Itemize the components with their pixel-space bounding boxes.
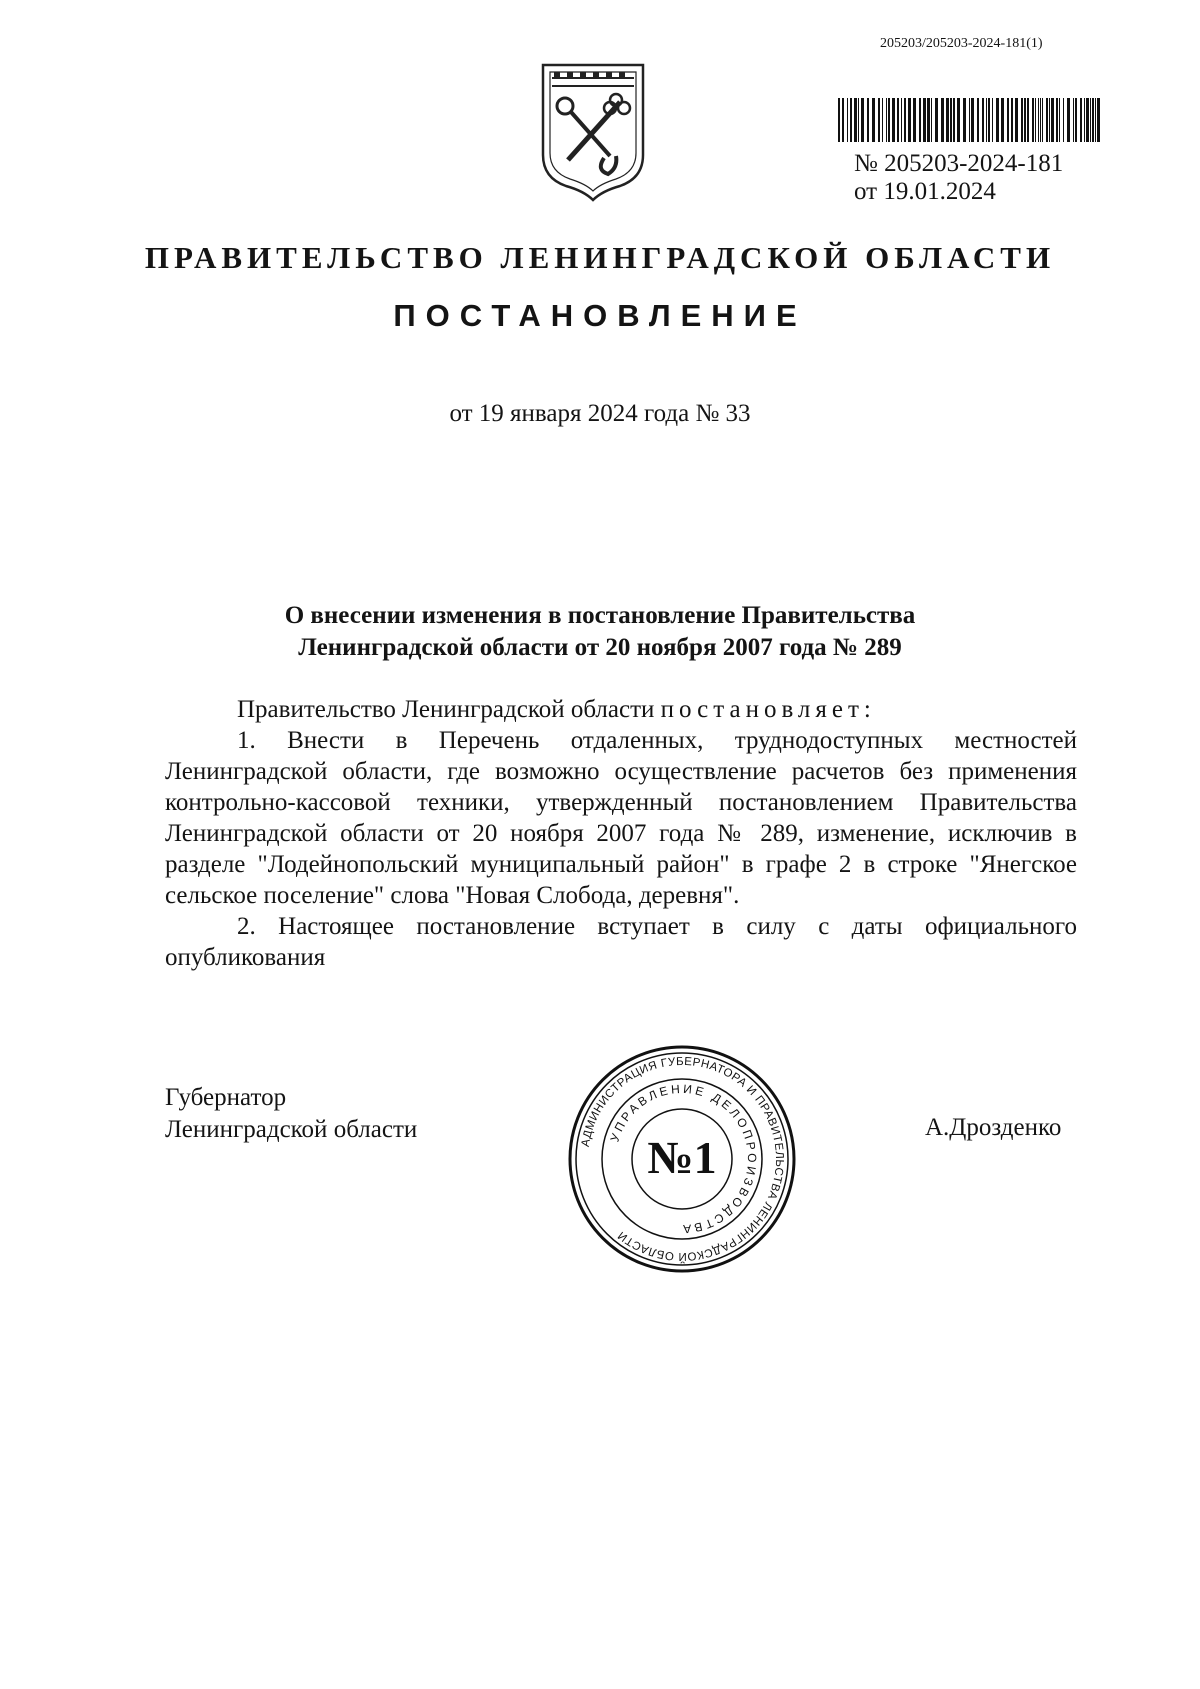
barcode-icon: [838, 98, 1100, 142]
signer-title-line-1: Губернатор: [165, 1084, 287, 1111]
document-type: ПОСТАНОВЛЕНИЕ: [393, 298, 807, 333]
signer-name: А.Дрозденко: [925, 1114, 1062, 1141]
document-subject: [0, 600, 1200, 664]
signer-title-line-2: Ленинградской области: [165, 1116, 418, 1143]
subject-line-2: Ленинградской области от 20 ноября 2007 года № 289: [298, 634, 902, 661]
issuing-authority: ПРАВИТЕЛЬСТВО ЛЕНИНГРАДСКОЙ ОБЛАСТИ: [144, 240, 1056, 275]
preamble-verb: постановляет:: [660, 696, 876, 723]
seal-outer-text: АДМИНИСТРАЦИЯ ГУБЕРНАТОРА И ПРАВИТЕЛЬСТВА ЛЕНИНГРАДСКОЙ ОБЛАСТИ: [579, 1055, 786, 1263]
subject-line-1: О внесении изменения в постановление Правительства: [284, 602, 916, 629]
top-reference-number: 205203/205203-2024-181(1): [880, 36, 1043, 51]
seal-inner-text: УПРАВЛЕНИЕ ДЕЛОПРОИЗВОДСТВА: [607, 1081, 760, 1237]
signer-title: [165, 1082, 417, 1146]
preamble: [165, 694, 1077, 725]
official-seal: [566, 1043, 798, 1275]
seal-number: №1: [647, 1132, 717, 1183]
document-body: [165, 694, 1077, 973]
item-1: 1. Внести в Перечень отдаленных, труднодоступных местностей Ленинградской области, где возможно осуществление расчетов без применения контрольно-кассовой техники, утвержденный постановлением Правительства Ленинградской области от 20 ноября 2007 года № 289, изменение, исключив в разделе "Лодейнопольский муниципальный район" в графе 2 в строке "Янегское сельское поселение" слова "Новая Слобода, деревня".: [165, 727, 1077, 909]
registration-date: от 19.01.2024: [854, 178, 996, 205]
item-2: 2. Настоящее постановление вступает в силу с даты официального опубликования: [165, 913, 1077, 971]
preamble-text: Правительство Ленинградской области: [237, 696, 661, 723]
registration-number: № 205203-2024-181: [854, 150, 1064, 177]
document-date-number: от 19 января 2024 года № 33: [449, 400, 751, 427]
registration-block: [854, 150, 1063, 206]
coat-of-arms-icon: [538, 60, 648, 202]
